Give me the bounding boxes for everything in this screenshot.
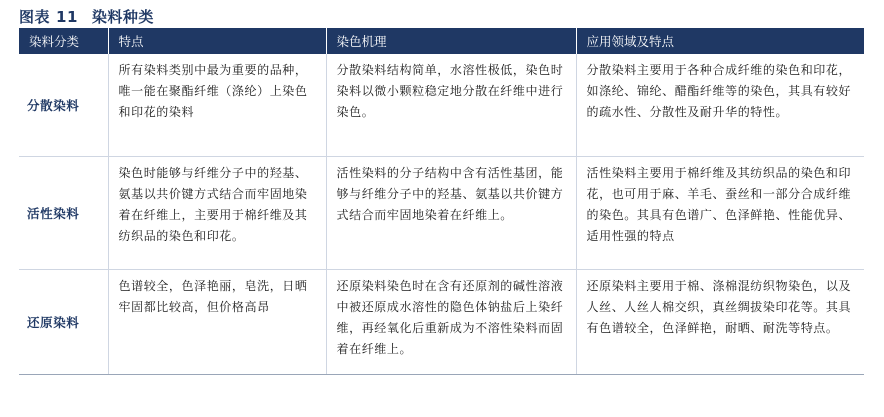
row-mechanism: 活性染料的分子结构中含有活性基团，能够与纤维分子中的羟基、氨基以共价键方式结合而牢固地染着在纤维上。 [326,157,576,270]
row-category: 还原染料 [19,270,108,375]
row-features: 染色时能够与纤维分子中的羟基、氨基以共价键方式结合而牢固地染着在纤维上，主要用于棉纤维及其纺织品的染色和印花。 [108,157,326,270]
caption-label: 图表 [19,8,51,26]
row-category: 分散染料 [19,54,108,157]
row-mechanism: 分散染料结构简单，水溶性极低，染色时染料以微小颗粒稳定地分散在纤维中进行染色。 [326,54,576,157]
row-application: 分散染料主要用于各种合成纤维的染色和印花，如涤纶、锦纶、醋酯纤维等的染色，其具有较好的疏水性、分散性及耐升华的特性。 [576,54,864,157]
figure-caption [19,6,154,27]
row-features: 色谱较全，色泽艳丽，皂洗，日晒牢固都比较高，但价格高昂 [108,270,326,375]
header-application: 应用领域及特点 [576,28,864,54]
row-mechanism: 还原染料染色时在含有还原剂的碱性溶液中被还原成水溶性的隐色体钠盐后上染纤维，再经氧化后重新成为不溶性染料而固着在纤维上。 [326,270,576,375]
row-features: 所有染料类别中最为重要的品种，唯一能在聚酯纤维（涤纶）上染色和印花的染料 [108,54,326,157]
table-row [19,54,864,157]
row-category: 活性染料 [19,157,108,270]
caption-title: 染料种类 [91,8,154,26]
header-category: 染料分类 [19,28,108,54]
dye-types-table [19,28,864,375]
header-mechanism: 染色机理 [326,28,576,54]
table-row [19,157,864,270]
row-application: 还原染料主要用于棉、涤棉混纺织物染色，以及人丝、人丝人棉交织，真丝绸拔染印花等。其具有色谱较全，色泽鲜艳，耐晒、耐洗等特点。 [576,270,864,375]
caption-number: 11 [56,8,78,26]
table-row [19,270,864,375]
row-application: 活性染料主要用于棉纤维及其纺织品的染色和印花，也可用于麻、羊毛、蚕丝和一部分合成纤维的染色。其具有色谱广、色泽鲜艳、性能优异、适用性强的特点 [576,157,864,270]
header-features: 特点 [108,28,326,54]
table-header-row [19,28,864,54]
